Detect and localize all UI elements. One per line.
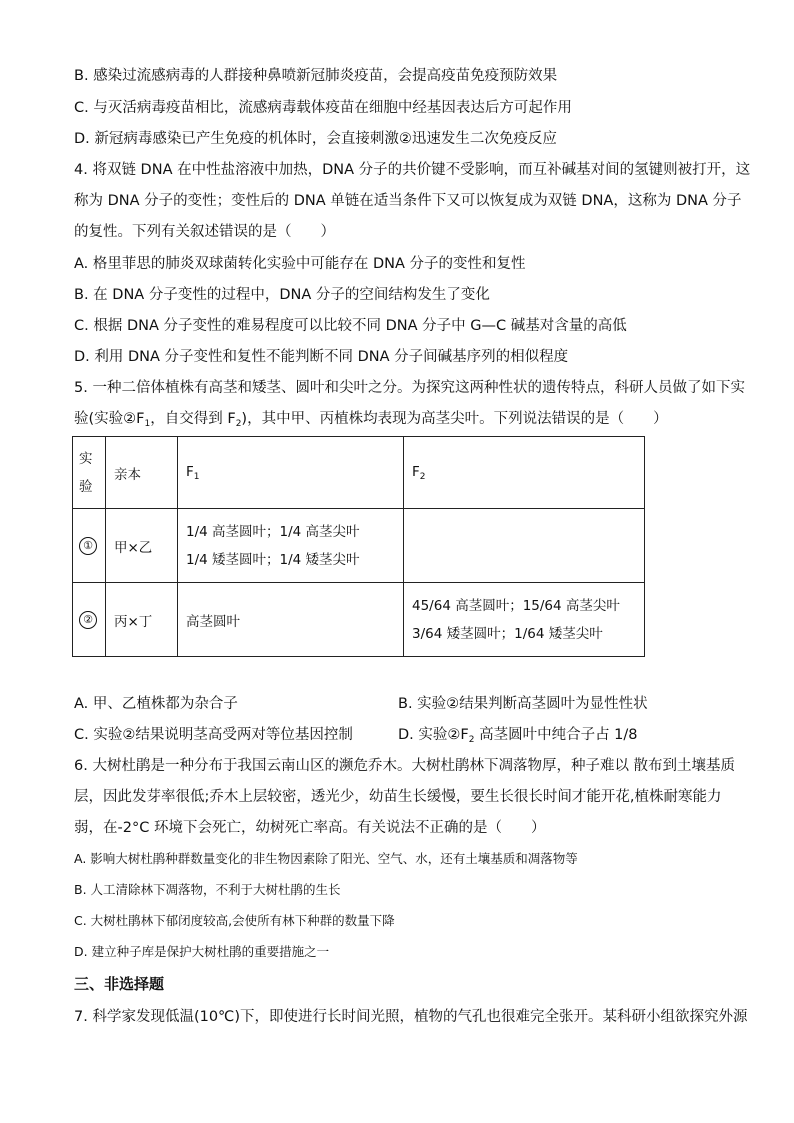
header-experiment <box>73 437 106 509</box>
header-f1 <box>178 437 404 509</box>
row-2-number-text: ② <box>79 611 97 629</box>
q5-line2-prefix: 验(实验②F <box>74 411 145 427</box>
row-2-f2-line-2: 3/64 矮茎圆叶；1/64 矮茎尖叶 <box>412 625 603 642</box>
header-f2-text: F <box>412 463 420 480</box>
q5-line2-suffix: )，其中甲、丙植株均表现为高茎尖叶。下列说法错误的是（ ） <box>241 411 668 427</box>
table-row <box>73 583 645 657</box>
q5-line2-sub2: 2 <box>235 419 242 429</box>
row-1-f2 <box>404 509 645 583</box>
section-title: 三、非选择题 <box>74 975 165 993</box>
q5-option-d <box>398 725 638 750</box>
q5-stem-line-2 <box>74 409 668 434</box>
q4-stem-line-3: 的复性。下列有关叙述错误的是（ ） <box>74 224 335 240</box>
header-f2 <box>404 437 645 509</box>
q6-stem-line-1: 6. 大树杜鹃是一种分布于我国云南山区的濒危乔木。大树杜鹃林下凋落物厚，种子难以 散布到土壤基质 <box>74 758 736 774</box>
row-1-f1 <box>178 509 404 583</box>
q5-option-d-prefix: D. 实验②F <box>398 727 469 743</box>
header-f2-sub: 2 <box>419 471 426 482</box>
q3-option-d: D. 新冠病毒感染已产生免疫的机体时，会直接刺激②迅速发生二次免疫反应 <box>74 131 557 147</box>
row-1-number-text: ① <box>79 537 97 555</box>
q6-option-b: B. 人工清除林下凋落物，不利于大树杜鹃的生长 <box>74 882 341 897</box>
experiment-table <box>72 436 645 657</box>
q3-option-c: C. 与灭活病毒疫苗相比，流感病毒载体疫苗在细胞中经基因表达后方可起作用 <box>74 100 572 116</box>
q6-option-a: A. 影响大树杜鹃种群数量变化的非生物因素除了阳光、空气、水，还有土壤基质和凋落物等 <box>74 851 578 866</box>
row-1-f1-line-1: 1/4 高茎圆叶；1/4 高茎尖叶 <box>186 523 360 540</box>
q7-stem-line-1: 7. 科学家发现低温(10℃)下，即使进行长时间光照，植物的气孔也很难完全张开。某科研小组欲探究外源 <box>74 1009 748 1025</box>
q5-option-c: C. 实验②结果说明茎高受两对等位基因控制 <box>74 727 353 743</box>
table-header-row <box>73 437 645 509</box>
row-2-f2-line-1: 45/64 高茎圆叶；15/64 高茎尖叶 <box>412 597 620 614</box>
q5-option-a: A. 甲、乙植株都为杂合子 <box>74 696 238 712</box>
row-1-f1-line-2: 1/4 矮茎圆叶；1/4 矮茎尖叶 <box>186 551 360 568</box>
row-2-parent: 丙×丁 <box>106 583 178 657</box>
header-f1-text: F <box>186 463 194 480</box>
q5-line2-mid: ，自交得到 F <box>150 411 236 427</box>
row-1-parent: 甲×乙 <box>106 509 178 583</box>
q4-stem-line-1: 4. 将双链 DNA 在中性盐溶液中加热，DNA 分子的共价键不受影响，而互补碱基对间的氢键则被打开，这 <box>74 162 751 178</box>
q4-option-d: D. 利用 DNA 分子变性和复性不能判断不同 DNA 分子间碱基序列的相似程度 <box>74 349 569 365</box>
q4-option-b: B. 在 DNA 分子变性的过程中，DNA 分子的空间结构发生了变化 <box>74 287 490 303</box>
q5-option-d-suffix: 高茎圆叶中纯合子占 1/8 <box>474 727 638 743</box>
q6-stem-line-3: 弱，在-2°C 环境下会死亡，幼树死亡率高。有关说法不正确的是（ ） <box>74 820 546 836</box>
row-2-number <box>73 583 106 657</box>
row-2-f1: 高茎圆叶 <box>178 583 404 657</box>
header-parent: 亲本 <box>106 437 178 509</box>
row-2-f2 <box>404 583 645 657</box>
q6-option-d: D. 建立种子库是保护大树杜鹃的重要措施之一 <box>74 944 330 959</box>
header-f1-sub: 1 <box>193 471 200 482</box>
q4-stem-line-2: 称为 DNA 分子的变性；变性后的 DNA 单链在适当条件下又可以恢复成为双链 DNA，这称为 DNA 分子 <box>74 193 742 209</box>
header-experiment-2: 验 <box>79 478 93 495</box>
q5-stem-line-1: 5. 一种二倍体植株有高茎和矮茎、圆叶和尖叶之分。为探究这两种性状的遗传特点，科研人员做了如下实 <box>74 380 745 396</box>
q5-option-b: B. 实验②结果判断高茎圆叶为显性性状 <box>398 696 648 712</box>
q5-option-d-sub: 2 <box>468 735 475 745</box>
row-1-number <box>73 509 106 583</box>
q4-option-a: A. 格里菲思的肺炎双球菌转化实验中可能存在 DNA 分子的变性和复性 <box>74 256 526 272</box>
q4-option-c: C. 根据 DNA 分子变性的难易程度可以比较不同 DNA 分子中 G—C 碱基对含量的高低 <box>74 318 627 334</box>
q3-option-b: B. 感染过流感病毒的人群接种鼻喷新冠肺炎疫苗，会提高疫苗免疫预防效果 <box>74 68 558 84</box>
q6-stem-line-2: 层，因此发芽率很低;乔木上层较密，透光少，幼苗生长缓慢，要生长很长时间才能开花,植株耐寒能力 <box>74 789 722 805</box>
q5-line2-sub1: 1 <box>144 419 151 429</box>
q6-option-c: C. 大树杜鹃林下郁闭度较高,会使所有林下种群的数量下降 <box>74 913 395 928</box>
table-row <box>73 509 645 583</box>
header-experiment-1: 实 <box>79 450 93 467</box>
